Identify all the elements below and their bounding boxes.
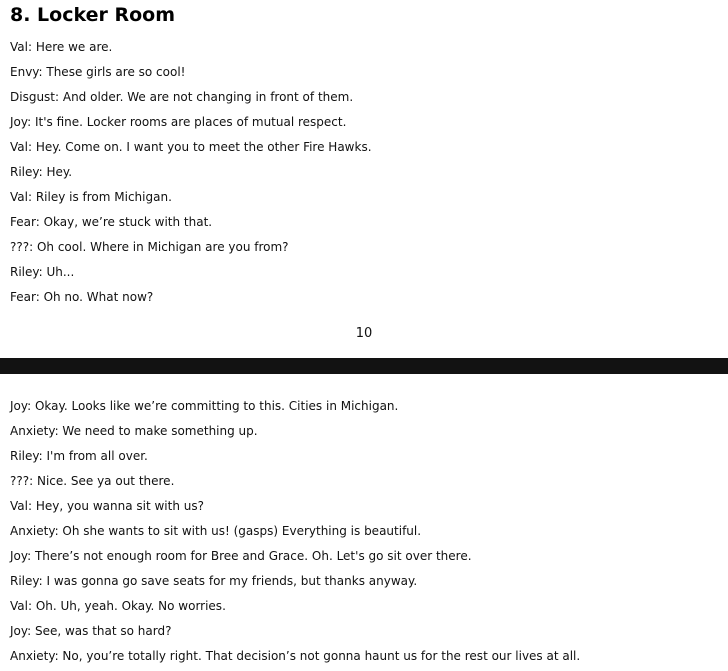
page-divider [0,358,728,374]
dialogue-line: ???: Oh cool. Where in Michigan are you from? [10,240,289,254]
dialogue-line: Riley: I was gonna go save seats for my friends, but thanks anyway. [10,574,418,588]
dialogue-line: ???: Nice. See ya out there. [10,474,175,488]
dialogue-line: Anxiety: No, you’re totally right. That decision’s not gonna haunt us for the rest our lives at all. [10,649,581,663]
dialogue-line: Val: Oh. Uh, yeah. Okay. No worries. [10,599,226,613]
dialogue-line: Val: Riley is from Michigan. [10,190,172,204]
dialogue-line: Fear: Oh no. What now? [10,290,154,304]
dialogue-line: Joy: Okay. Looks like we’re committing to this. Cities in Michigan. [10,399,399,413]
dialogue-list [10,37,372,312]
dialogue-line: Joy: It's fine. Locker rooms are places of mutual respect. [10,115,347,129]
dialogue-line: Riley: Uh... [10,265,75,279]
dialogue-line: Fear: Okay, we’re stuck with that. [10,215,213,229]
dialogue-line: Envy: These girls are so cool! [10,65,186,79]
dialogue-line: Riley: Hey. [10,165,73,179]
document-page-2 [0,374,728,666]
dialogue-line: Disgust: And older. We are not changing in front of them. [10,90,354,104]
dialogue-line: Val: Hey. Come on. I want you to meet the other Fire Hawks. [10,140,372,154]
dialogue-line: Anxiety: We need to make something up. [10,424,258,438]
dialogue-line: Riley: I'm from all over. [10,449,148,463]
dialogue-line: Val: Hey, you wanna sit with us? [10,499,204,513]
page-number: 10 [355,326,373,341]
dialogue-list [10,396,580,671]
chapter-heading: 8. Locker Room [10,4,176,26]
dialogue-line: Joy: See, was that so hard? [10,624,172,638]
dialogue-line: Joy: There’s not enough room for Bree and Grace. Oh. Let's go sit over there. [10,549,472,563]
dialogue-line: Anxiety: Oh she wants to sit with us! (gasps) Everything is beautiful. [10,524,422,538]
dialogue-line: Val: Here we are. [10,40,113,54]
